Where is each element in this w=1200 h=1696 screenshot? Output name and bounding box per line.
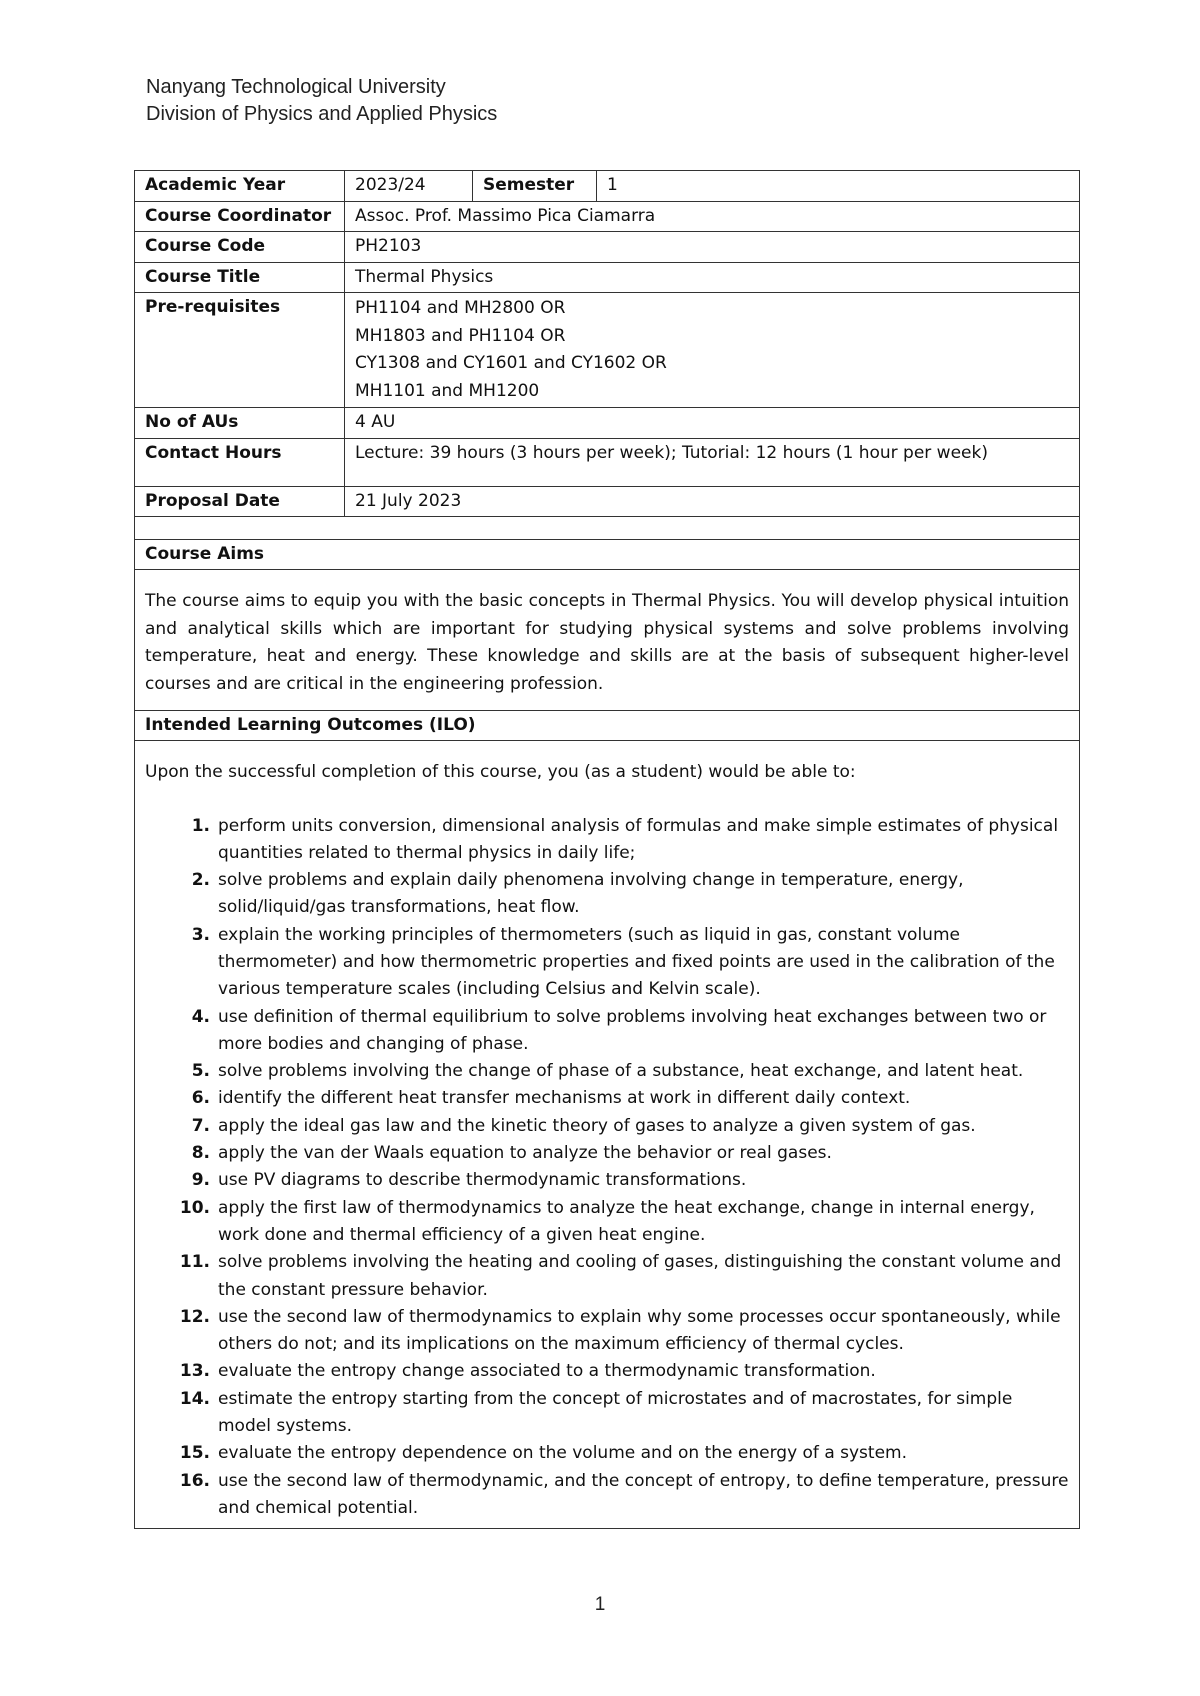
academic-year-label: Academic Year (135, 171, 345, 202)
ilo-item-text: solve problems involving the heating and cooling of gases, distinguishing the constant volume and the constant pressure behavior. (218, 1252, 1062, 1300)
contact-hours-value: Lecture: 39 hours (3 hours per week); Tutorial: 12 hours (1 hour per week) (345, 438, 1080, 486)
ilo-item-text: use the second law of thermodynamic, and the concept of entropy, to define temperature, pressure and chemical potential. (218, 1470, 1069, 1518)
course-info-table (134, 170, 1080, 540)
semester-value: 1 (597, 171, 1080, 202)
ilo-item-text: estimate the entropy starting from the concept of microstates and of macrostates, for simple model systems. (218, 1388, 1013, 1437)
document-header (146, 74, 497, 128)
prerequisite-line: MH1101 and MH1200 (355, 380, 540, 401)
course-title-label: Course Title (135, 262, 345, 293)
ilo-item (145, 1468, 1069, 1523)
prerequisites-label: Pre-requisites (135, 293, 345, 408)
academic-year-value: 2023/24 (345, 171, 473, 202)
course-code-value: PH2103 (345, 232, 1080, 263)
ilo-item-number: 15. (179, 1443, 210, 1464)
university-name: Nanyang Technological University (146, 76, 446, 98)
ilo-item-number: 9. (191, 1170, 210, 1191)
ilo-body (135, 741, 1079, 1528)
aus-label: No of AUs (135, 408, 345, 439)
ilo-item (145, 1085, 1069, 1112)
prerequisite-line: CY1308 and CY1601 and CY1602 OR (355, 353, 667, 373)
ilo-item (145, 1113, 1069, 1140)
coordinator-label: Course Coordinator (135, 201, 345, 232)
ilo-item-number: 4. (191, 1006, 210, 1027)
ilo-section (134, 711, 1080, 1529)
row-coordinator (135, 201, 1080, 232)
row-prerequisites (135, 293, 1080, 408)
ilo-item-number: 14. (179, 1388, 210, 1409)
ilo-item-number: 7. (191, 1115, 210, 1136)
ilo-intro: Upon the successful completion of this course, you (as a student) would be able to: (145, 762, 856, 782)
ilo-item-number: 1. (191, 815, 210, 836)
ilo-item-text: apply the ideal gas law and the kinetic theory of gases to analyze a given system of gas. (218, 1115, 976, 1136)
prerequisites-value (345, 293, 1080, 408)
contact-hours-label: Contact Hours (135, 438, 345, 486)
ilo-list (145, 813, 1069, 1523)
row-contact-hours (135, 438, 1080, 486)
proposal-date-value: 21 July 2023 (345, 486, 1080, 517)
page-number: 1 (594, 1594, 606, 1615)
course-code-label: Course Code (135, 232, 345, 263)
coordinator-value: Assoc. Prof. Massimo Pica Ciamarra (345, 201, 1080, 232)
ilo-item-text: identify the different heat transfer mechanisms at work in different daily context. (218, 1088, 911, 1109)
ilo-item-text: perform units conversion, dimensional analysis of formulas and make simple estimates of physical quantities related to thermal physics in daily life; (218, 815, 1059, 863)
spacer-row (135, 517, 1080, 540)
course-outline (134, 170, 1080, 1529)
ilo-item-text: solve problems and explain daily phenomena involving change in temperature, energy, solid/liquid/gas transformations, heat flow. (218, 870, 964, 918)
ilo-item-number: 13. (179, 1361, 210, 1382)
ilo-item-number: 3. (191, 924, 210, 945)
ilo-item-text: solve problems involving the change of phase of a substance, heat exchange, and latent heat. (218, 1061, 1024, 1082)
aus-value: 4 AU (345, 408, 1080, 439)
row-course-code (135, 232, 1080, 263)
prerequisite-line: PH1104 and MH2800 OR (355, 298, 566, 318)
row-proposal-date (135, 486, 1080, 517)
row-course-title (135, 262, 1080, 293)
row-aus (135, 408, 1080, 439)
ilo-item-text: apply the van der Waals equation to analyze the behavior or real gases. (218, 1143, 832, 1164)
ilo-item-number: 16. (179, 1470, 210, 1491)
semester-label: Semester (473, 171, 597, 202)
ilo-item (145, 1140, 1069, 1167)
ilo-heading: Intended Learning Outcomes (ILO) (135, 711, 1079, 741)
row-academic-year (135, 171, 1080, 202)
ilo-item-text: evaluate the entropy dependence on the volume and on the energy of a system. (218, 1443, 908, 1464)
course-aims-section (134, 540, 1080, 711)
ilo-item-number: 8. (191, 1143, 210, 1164)
ilo-item (145, 1167, 1069, 1194)
ilo-item-number: 2. (191, 870, 210, 891)
ilo-item-text: apply the first law of thermodynamics to analyze the heat exchange, change in internal energy, work done and thermal efficiency of a given heat engine. (218, 1197, 1035, 1245)
ilo-item (145, 1358, 1069, 1385)
ilo-item (145, 1249, 1069, 1304)
ilo-item-number: 12. (179, 1306, 210, 1327)
proposal-date-label: Proposal Date (135, 486, 345, 517)
ilo-item-text: use the second law of thermodynamics to explain why some processes occur spontaneously, while others do not; and its implications on the maximum efficiency of thermal cycles. (218, 1306, 1061, 1355)
course-title-value: Thermal Physics (345, 262, 1080, 293)
ilo-item-number: 5. (191, 1061, 210, 1082)
prerequisite-line: MH1803 and PH1104 OR (355, 325, 566, 346)
spacer-cell (135, 517, 1080, 540)
ilo-item (145, 813, 1069, 868)
ilo-item-text: evaluate the entropy change associated to a thermodynamic transformation. (218, 1361, 876, 1382)
course-aims-text: The course aims to equip you with the basic concepts in Thermal Physics. You will develop physical intuition and analytical skills which are important for studying physical systems and solve problems involving temperature, heat and energy. These knowledge and skills are at the basis of subsequent higher-level courses and are critical in the engineering profession. (145, 591, 1069, 694)
ilo-item-text: use definition of thermal equilibrium to solve problems involving heat exchanges between two or more bodies and changing of phase. (218, 1006, 1047, 1054)
ilo-item-number: 11. (179, 1252, 210, 1273)
ilo-item (145, 922, 1069, 1004)
ilo-item (145, 1304, 1069, 1359)
ilo-item (145, 1004, 1069, 1059)
ilo-item-number: 10. (179, 1197, 210, 1218)
ilo-item (145, 1440, 1069, 1467)
ilo-item-text: explain the working principles of thermometers (such as liquid in gas, constant volume thermometer) and how thermometric properties and fixed points are used in the calibration of the various temperature scales (including Celsius and Kelvin scale). (218, 924, 1055, 1000)
ilo-item-number: 6. (191, 1088, 210, 1109)
ilo-item (145, 867, 1069, 922)
ilo-item (145, 1058, 1069, 1085)
ilo-item-text: use PV diagrams to describe thermodynamic transformations. (218, 1170, 747, 1191)
division-name: Division of Physics and Applied Physics (146, 103, 498, 125)
ilo-item (145, 1386, 1069, 1441)
course-aims-heading: Course Aims (135, 540, 1079, 570)
ilo-item (145, 1195, 1069, 1250)
